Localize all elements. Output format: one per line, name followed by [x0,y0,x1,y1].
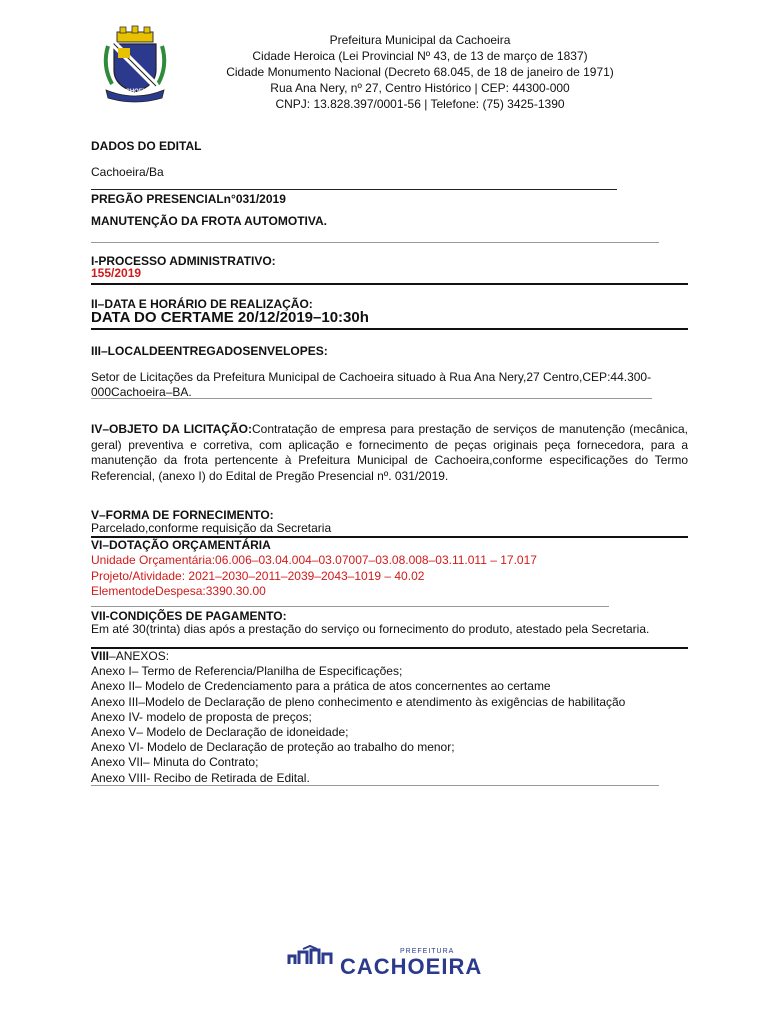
local-line-1: Setor de Licitações da Prefeitura Municipal de Cachoeira situado à Rua Ana Nery,27 Centro,CEP:44.300- [91,370,652,384]
header-line-2: Cidade Heroica (Lei Provincial Nº 43, de 13 de março de 1837) [252,49,588,63]
anexo-item: Anexo I– Termo de Referencia/Planilha de Especificações; [91,664,403,679]
pagamento-label: VII-CONDIÇÕES DE PAGAMENTO: [91,609,287,623]
city: Cachoeira/Ba [91,165,164,179]
objeto-label: IV–OBJETO DA LICITAÇÃO: [91,422,252,436]
forma-text: Parcelado,conforme requisição da Secretaria [91,521,332,535]
anexo-item: Anexo VIII- Recibo de Retirada de Edital. [91,770,310,785]
anexo-item: Anexo II– Modelo de Credenciamento para a prática de atos concernentes ao certame [91,679,551,694]
header-line-3: Cidade Monumento Nacional (Decreto 68.045, de 18 de janeiro de 1971) [226,65,614,79]
object-title: MANUTENÇÃO DA FROTA AUTOMOTIVA. [91,214,327,228]
pregao-number: PREGÃO PRESENCIALn°031/2019 [91,192,286,206]
header-line-4: Rua Ana Nery, nº 27, Centro Histórico | CEP: 44300-000 [270,81,570,95]
footer-logo-big: CACHOEIRA [340,954,483,979]
elemento-despesa: ElementodeDespesa:3390.30.00 [91,584,266,598]
anexos-label-number: VIII [91,649,110,663]
anexos-block [91,649,625,786]
local-line-2: 000Cachoeira–BA. [91,385,192,399]
pagamento-text: Em até 30(trinta) dias após a prestação do serviço ou fornecimento do produto, atestado pela Secretaria. [91,622,650,636]
header-line-1: Prefeitura Municipal da Cachoeira [329,33,511,47]
anexo-item: Anexo IV- modelo de proposta de preços; [91,709,312,724]
divider [91,283,688,285]
divider [91,242,659,243]
dotacao-label: VI–DOTAÇÃO ORÇAMENTÁRIA [91,538,271,552]
anexos-label-rest: –ANEXOS: [109,649,170,663]
section-title: DADOS DO EDITAL [91,139,202,153]
footer-logo-small: PREFEITURA [400,948,455,955]
processo-value: 155/2019 [91,266,142,280]
data-certame: DATA DO CERTAME 20/12/2019–10:30h [91,309,369,326]
anexo-item: Anexo III–Modelo de Declaração de pleno conhecimento e atendimento às exigências de habilitação [91,694,626,709]
divider [91,606,609,607]
footer-logo [285,946,525,979]
anexos-label [91,649,625,664]
anexo-item: Anexo V– Modelo de Declaração de idoneidade; [91,725,349,740]
divider [91,785,659,786]
footer-emblem-icon [285,946,335,964]
forma-label: V–FORMA DE FORNECIMENTO: [91,508,274,522]
unidade-orcamentaria: Unidade Orçamentária:06.006–03.04.004–03.07007–03.08.008–03.11.011 – 17.017 [91,553,537,567]
letterhead [190,32,650,112]
crest-logo [100,26,170,102]
processo-label: I-PROCESSO ADMINISTRATIVO: [91,254,276,268]
anexo-item: Anexo VI- Modelo de Declaração de proteção ao trabalho do menor; [91,740,455,755]
projeto-atividade: Projeto/Atividade: 2021–2030–2011–2039–2043–1019 – 40.02 [91,568,425,583]
anexo-item: Anexo VII– Minuta do Contrato; [91,755,259,770]
objeto-text: Contratação de empresa para prestação de serviços de manutenção (mecânica, geral) preventiva e corretiva, com aplicação e fornecimento de peças originais peça fornecedora, para a manutenção da frota pertencente à Prefeitura Municipal de Cachoeira,conforme especificações do Termo Referencial, (anexo I) do Edital de Pregão Presencial nº. 031/2019. [91,422,688,483]
crest-ribbon-text: CACHOEIRA [116,89,154,95]
local-text [91,370,691,400]
divider [91,398,652,399]
objeto-block [91,422,688,484]
divider [91,189,617,190]
header-line-5: CNPJ: 13.828.397/0001-56 | Telefone: (75) 3425-1390 [275,97,565,111]
dotacao-lines [91,553,537,600]
local-label: III–LOCALDEENTREGADOSENVELOPES: [91,344,328,358]
divider [91,328,688,330]
data-label: II–DATA E HORÁRIO DE REALIZAÇÃO: [91,297,313,311]
